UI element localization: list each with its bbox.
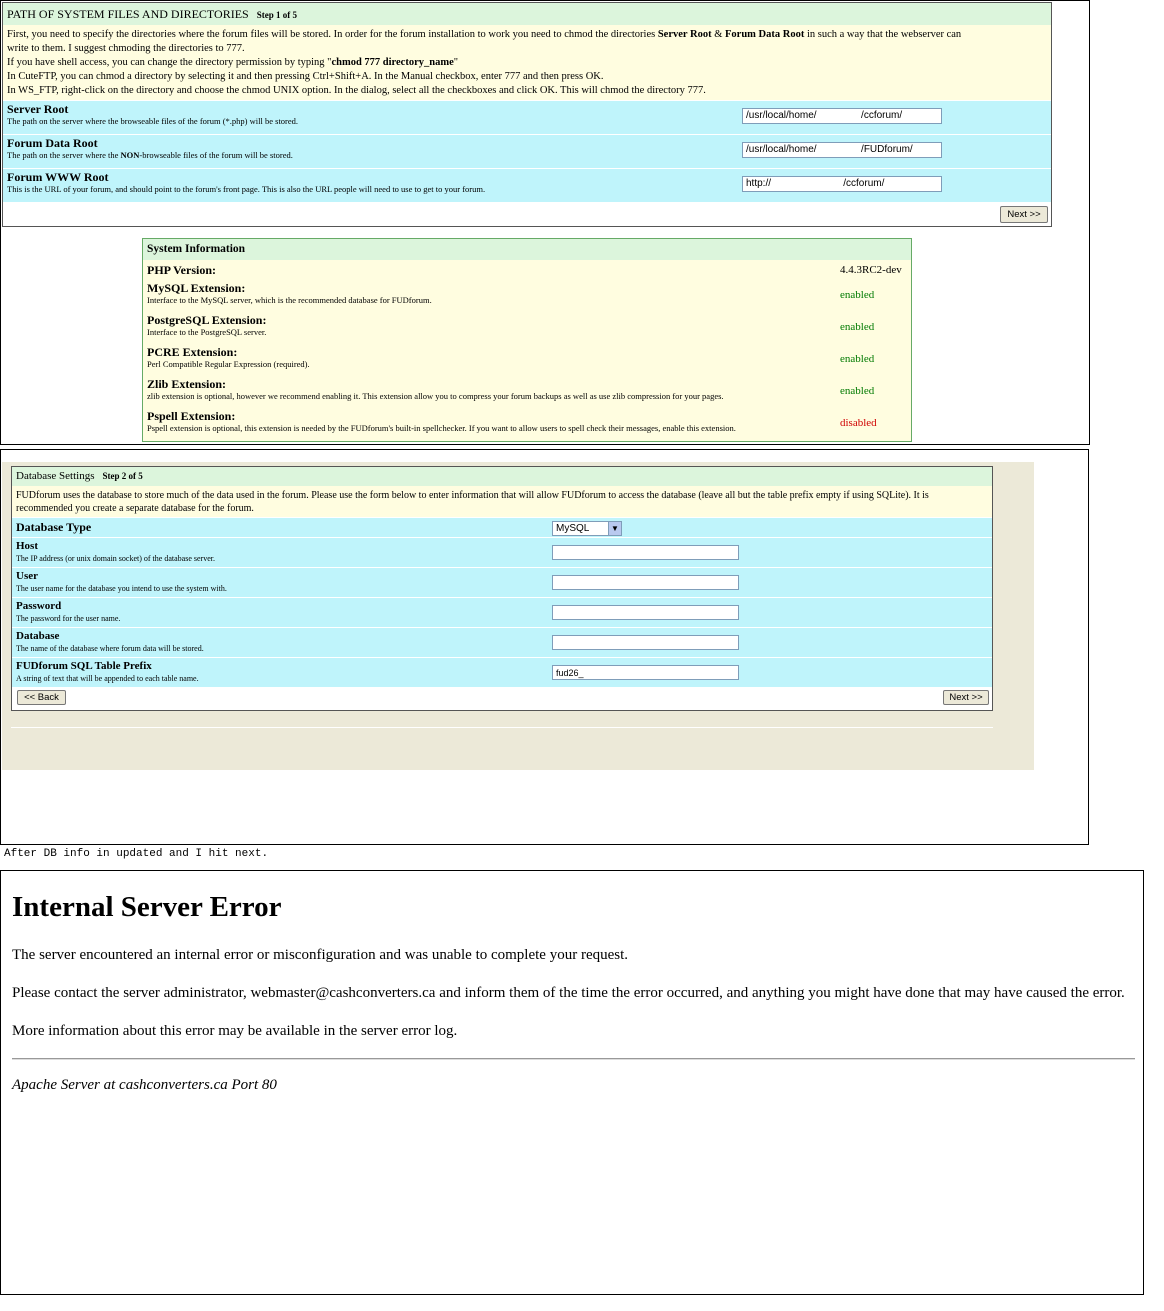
db-step: Step 2 of 5 [102, 471, 143, 481]
intro-bold: Forum Data Root [725, 29, 805, 40]
sysinfo-desc: Perl Compatible Regular Expression (required). [147, 359, 310, 369]
sysinfo-row [143, 409, 911, 441]
db-type-label: Database Type [16, 520, 92, 534]
paths-form [2, 2, 1052, 227]
user-desc: The user name for the database you intend to use the system with. [16, 584, 227, 593]
user-input[interactable] [552, 575, 739, 590]
system-info-table [142, 238, 912, 442]
server-root-row [3, 100, 1051, 134]
sysinfo-row [143, 377, 911, 409]
intro-bold: chmod 777 directory_name [331, 57, 454, 68]
sysinfo-desc: zlib extension is optional, however we recommend enabling it. This extension allow you to compress your forum backups as well as use zlib compression for your pages. [147, 391, 724, 401]
paths-header [3, 3, 1051, 25]
host-row [12, 537, 992, 567]
db-intro [12, 486, 992, 517]
system-info-title: System Information [143, 239, 911, 260]
database-settings-form [11, 466, 993, 711]
forum-data-root-label: Forum Data Root [7, 136, 98, 150]
paths-title: PATH OF SYSTEM FILES AND DIRECTORIES [7, 7, 249, 21]
sysinfo-label: PostgreSQL Extension: [147, 313, 267, 327]
db-intro-text: FUDforum uses the database to store much of the data used in the forum. Please use the form below to enter information that will allow FUDforum to access the database (leave all but the table prefix empty if using SQLite). It is [16, 490, 929, 501]
sysinfo-label: PHP Version: [147, 263, 217, 277]
sysinfo-label: Zlib Extension: [147, 377, 227, 391]
sysinfo-value: 4.4.3RC2-dev [840, 264, 902, 276]
server-root-label: Server Root [7, 102, 69, 116]
sysinfo-label: Pspell Extension: [147, 409, 236, 423]
error-log-info: More information about this error may be available in the server error log. [12, 1023, 458, 1039]
sysinfo-status-badge: enabled [840, 385, 875, 397]
sysinfo-label: PCRE Extension: [147, 345, 238, 359]
user-label: User [16, 570, 38, 582]
user-row [12, 567, 992, 597]
password-input[interactable] [552, 605, 739, 620]
database-row [12, 627, 992, 657]
error-contact: Please contact the server administrator, webmaster@cashconverters.ca and inform them of the time the error occurred, and anything you might have done that may have caused the error. [12, 985, 1125, 1001]
intro-text: in such a way that the webserver can [804, 29, 962, 40]
sysinfo-status-badge: enabled [840, 353, 875, 365]
forum-data-root-row [3, 134, 1051, 168]
error-message: The server encountered an internal error or misconfiguration and was unable to complete your request. [12, 947, 629, 963]
forum-www-root-label: Forum WWW Root [7, 170, 109, 184]
host-input[interactable] [552, 545, 739, 560]
intro-text: " [453, 57, 459, 68]
error-title: Internal Server Error [12, 891, 282, 923]
db-title: Database Settings [16, 470, 95, 482]
db-type-select[interactable] [552, 521, 622, 536]
intro-text: If you have shell access, you can change the directory permission by typing " [7, 57, 332, 68]
sysinfo-desc: Pspell extension is optional, this extension is needed by the FUDforum's built-in spellchecker. If you want to allow users to spell check their messages, enable this extension. [147, 423, 736, 433]
sysinfo-status-badge: enabled [840, 289, 875, 301]
intro-text: First, you need to specify the directories where the forum files will be stored. In order for the forum installation to work you need to chmod the directories [7, 29, 658, 40]
sysinfo-status-badge: enabled [840, 321, 875, 333]
forum-www-root-input[interactable]: http:// /ccforum/ [742, 176, 942, 192]
database-desc: The name of the database where forum data will be stored. [16, 644, 204, 653]
database-label: Database [16, 630, 60, 642]
divider [12, 1058, 1135, 1060]
sysinfo-desc: Interface to the MySQL server, which is the recommended database for FUDforum. [147, 295, 432, 305]
intro-text: In WS_FTP, right-click on the directory and choose the chmod UNIX option. In the dialog, select all the checkboxes and click OK. This will chmod the directory 777. [7, 85, 706, 96]
password-desc: The password for the user name. [16, 614, 121, 623]
server-root-desc: The path on the server where the browseable files of the forum (*.php) will be stored. [7, 116, 299, 126]
error-page [0, 870, 1144, 1295]
sysinfo-row [143, 260, 911, 281]
sysinfo-desc: Interface to the PostgreSQL server. [147, 327, 267, 337]
next-button[interactable]: Next >> [1000, 206, 1048, 223]
step1-panel [0, 0, 1090, 445]
table-prefix-label: FUDforum SQL Table Prefix [16, 660, 152, 672]
paths-footer [3, 202, 1051, 226]
db-footer [12, 687, 992, 710]
db-header [12, 467, 992, 486]
back-button[interactable]: << Back [17, 690, 66, 705]
table-prefix-desc: A string of text that will be appended to each table name. [16, 674, 199, 683]
sysinfo-status-badge: disabled [840, 417, 877, 429]
paths-step: Step 1 of 5 [256, 10, 297, 20]
forum-data-root-input[interactable]: /usr/local/home/ /FUDforum/ [742, 142, 942, 158]
password-row [12, 597, 992, 627]
table-prefix-input[interactable]: fud26_ [552, 665, 739, 680]
host-label: Host [16, 540, 38, 552]
host-desc: The IP address (or unix domain socket) of the database server. [16, 554, 215, 563]
server-address: Apache Server at cashconverters.ca Port 80 [12, 1077, 277, 1093]
server-root-input[interactable]: /usr/local/home/ /ccforum/ [742, 108, 942, 124]
sysinfo-label: MySQL Extension: [147, 281, 246, 295]
next-button[interactable]: Next >> [943, 690, 989, 705]
sysinfo-row [143, 345, 911, 377]
db-intro-text: recommended you create a separate database for the forum. [16, 503, 254, 514]
caption-text: After DB info in updated and I hit next. [4, 848, 269, 860]
paths-intro [3, 25, 1051, 100]
intro-text: In CuteFTP, you can chmod a directory by selecting it and then pressing Ctrl+Shift+A. In the Manual checkbox, enter 777 and then press OK. [7, 71, 604, 82]
table-prefix-row [12, 657, 992, 687]
db-type-value: MySQL [556, 523, 590, 534]
password-label: Password [16, 600, 62, 612]
forum-www-root-row [3, 168, 1051, 202]
db-type-row [12, 517, 992, 537]
forum-www-root-desc: This is the URL of your forum, and should point to the forum's front page. This is also the URL people will need to use to get to your forum. [7, 184, 486, 194]
divider [11, 727, 993, 728]
chevron-down-icon[interactable]: ▼ [608, 522, 621, 535]
forum-data-root-desc: The path on the server where the NON-browseable files of the forum will be stored. [7, 150, 293, 160]
sysinfo-row [143, 313, 911, 345]
sysinfo-row [143, 281, 911, 313]
intro-text: & [711, 29, 725, 40]
database-input[interactable] [552, 635, 739, 650]
intro-text: write to them. I suggest chmoding the directories to 777. [7, 43, 245, 54]
intro-bold: Server Root [657, 29, 712, 40]
